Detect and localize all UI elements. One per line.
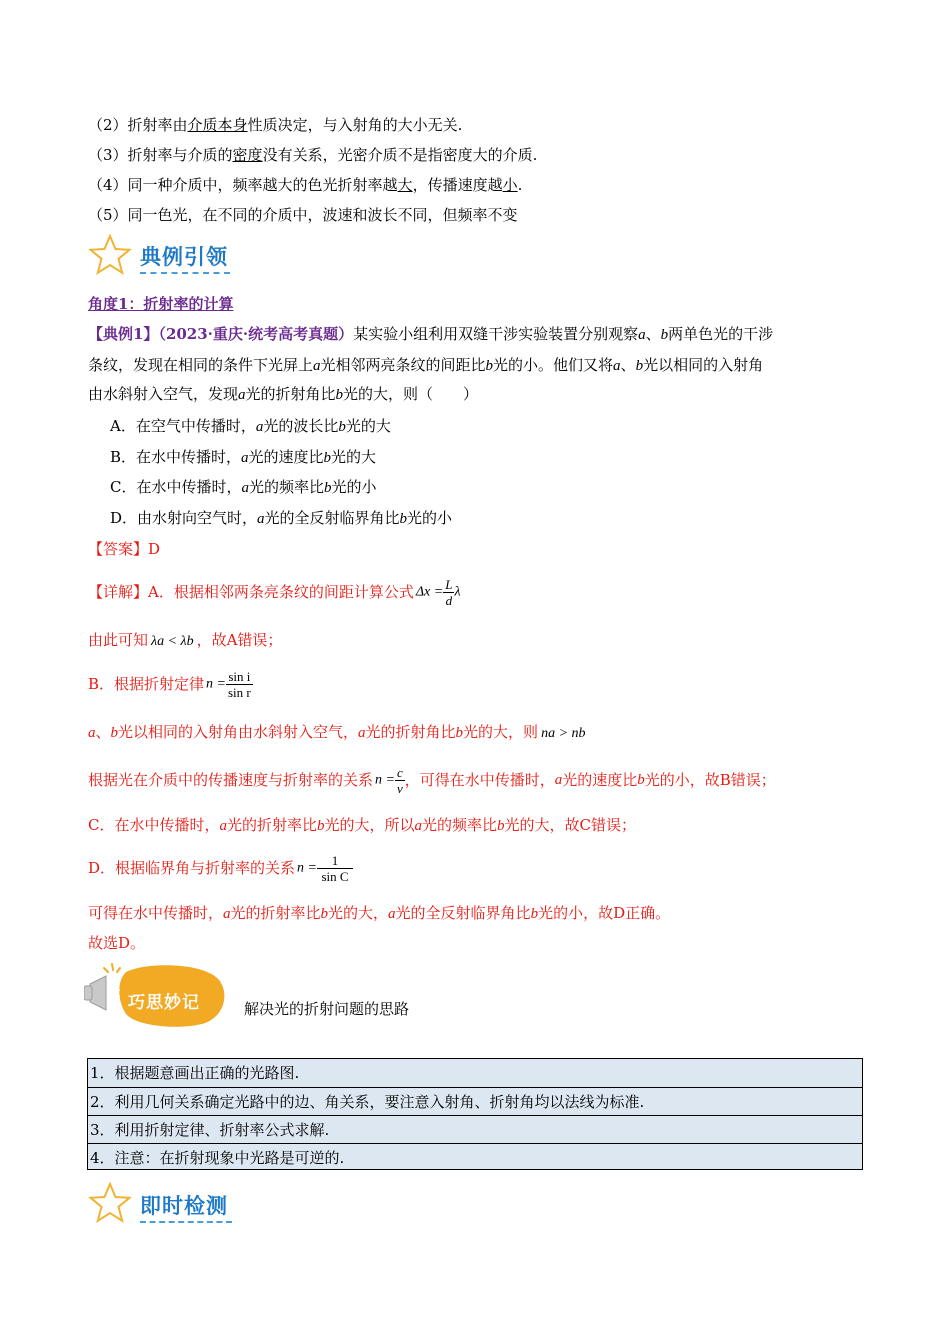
formula-index-compare: na > nb — [541, 726, 586, 741]
underline-text: 小 — [502, 176, 518, 194]
detail-line-3: B．根据折射定律 n = $\frac{\text{sin i}}{\text{sin r}}$ — [88, 668, 251, 700]
option-c[interactable]: C．在水中传播时，a光的频率比b光的小 — [110, 478, 377, 496]
underline-text: 密度 — [232, 146, 263, 164]
option-d[interactable]: D．由水射向空气时，a光的全反射临界角比b光的小 — [110, 509, 453, 527]
tip-box — [87, 1058, 863, 1170]
formula-snell: n = $\frac{\text{sin i}}{\text{sin r}}$ — [206, 668, 251, 700]
formula-wavelength-compare: λa < λb — [151, 634, 194, 649]
formula-speed: n = $\frac{c}{v}$ — [375, 764, 403, 796]
tip-row: 1．根据题意画出正确的光路图. — [90, 1064, 300, 1082]
detail-line-7: D．根据临界角与折射率的关系 n = $\frac{1}{\text{sin C}}$ — [88, 848, 353, 888]
option-a[interactable]: A．在空气中传播时，a光的波长比b光的大 — [110, 417, 391, 435]
star-icon — [88, 234, 132, 276]
underline-text: 大 — [397, 176, 413, 194]
underline-text: 介质本身 — [187, 116, 248, 134]
note-4: （4）同一种介质中，频率越大的色光折射率越大，传播速度越小. — [88, 176, 523, 194]
section-title-quick-check: 即时检测 — [140, 1194, 228, 1218]
section-title-examples: 典例引领 — [140, 245, 228, 269]
star-icon — [88, 1182, 132, 1224]
tip-row: 4．注意：在折射现象中光路是可逆的. — [88, 1143, 862, 1171]
title-underline — [140, 272, 230, 274]
detail-line-6: C．在水中传播时，a光的折射率比b光的大，所以a光的频率比b光的大，故C错误； — [88, 816, 637, 834]
tip-badge: 巧思妙记 — [128, 993, 200, 1013]
angle-title: 角度1：折射率的计算 — [88, 295, 234, 313]
note-5: （5）同一色光，在不同的介质中，波速和波长不同，但频率不变 — [88, 206, 518, 224]
detail-line-9: 故选D。 — [88, 934, 146, 952]
option-b[interactable]: B．在水中传播时，a光的速度比b光的大 — [110, 448, 377, 466]
note-3: （3）折射率与介质的密度没有关系，光密介质不是指密度大的介质. — [88, 146, 538, 164]
tip-title: 解决光的折射问题的思路 — [244, 1000, 410, 1018]
detail-line-2: 由此可知 λa < λb ，故A错误； — [88, 631, 283, 649]
detail-line-5: 根据光在介质中的传播速度与折射率的关系 n = $\frac{c}{v}$ ，可得在水中传播时， a 光的速度比 b 光的小，故B错误； — [88, 764, 776, 796]
formula-fringe-spacing: Δx = $\frac{L}{d}$ λ — [415, 576, 461, 608]
detail-line-4: a、b光以相同的入射角由水斜射入空气，a光的折射角比b光的大，则 na > nb — [88, 723, 586, 741]
title-underline — [140, 1221, 232, 1223]
detail-line-8: 可得在水中传播时，a光的折射率比b光的大，a光的全反射临界角比b光的小，故D正确。 — [88, 904, 671, 922]
tip-row: 3．利用折射定律、折射率公式求解. — [88, 1115, 862, 1143]
example-line-2: 条纹，发现在相同的条件下光屏上a光相邻两亮条纹的间距比b光的小。他们又将a、b光以相同的入射角 — [88, 356, 764, 374]
detail-line-1: 【详解】A．根据相邻两条亮条纹的间距计算公式 Δx = $\frac{L}{d}$ λ — [88, 576, 461, 608]
note-2: （2）折射率由介质本身性质决定，与入射角的大小无关. — [88, 116, 463, 134]
example-line-3: 由水斜射入空气，发现a光的折射角比b光的大，则（ ） — [88, 385, 479, 403]
tip-row: 2．利用几何关系确定光路中的边、角关系，要注意入射角、折射角均以法线为标准. — [88, 1087, 862, 1115]
example-line-1: 【典例1】（2023·重庆·统考高考真题）某实验小组利用双缝干涉实验装置分别观察a、b两单色光的干涉 — [88, 325, 774, 343]
formula-critical-angle: n = $\frac{1}{\text{sin C}}$ — [297, 853, 353, 884]
answer: 【答案】D — [88, 540, 161, 558]
